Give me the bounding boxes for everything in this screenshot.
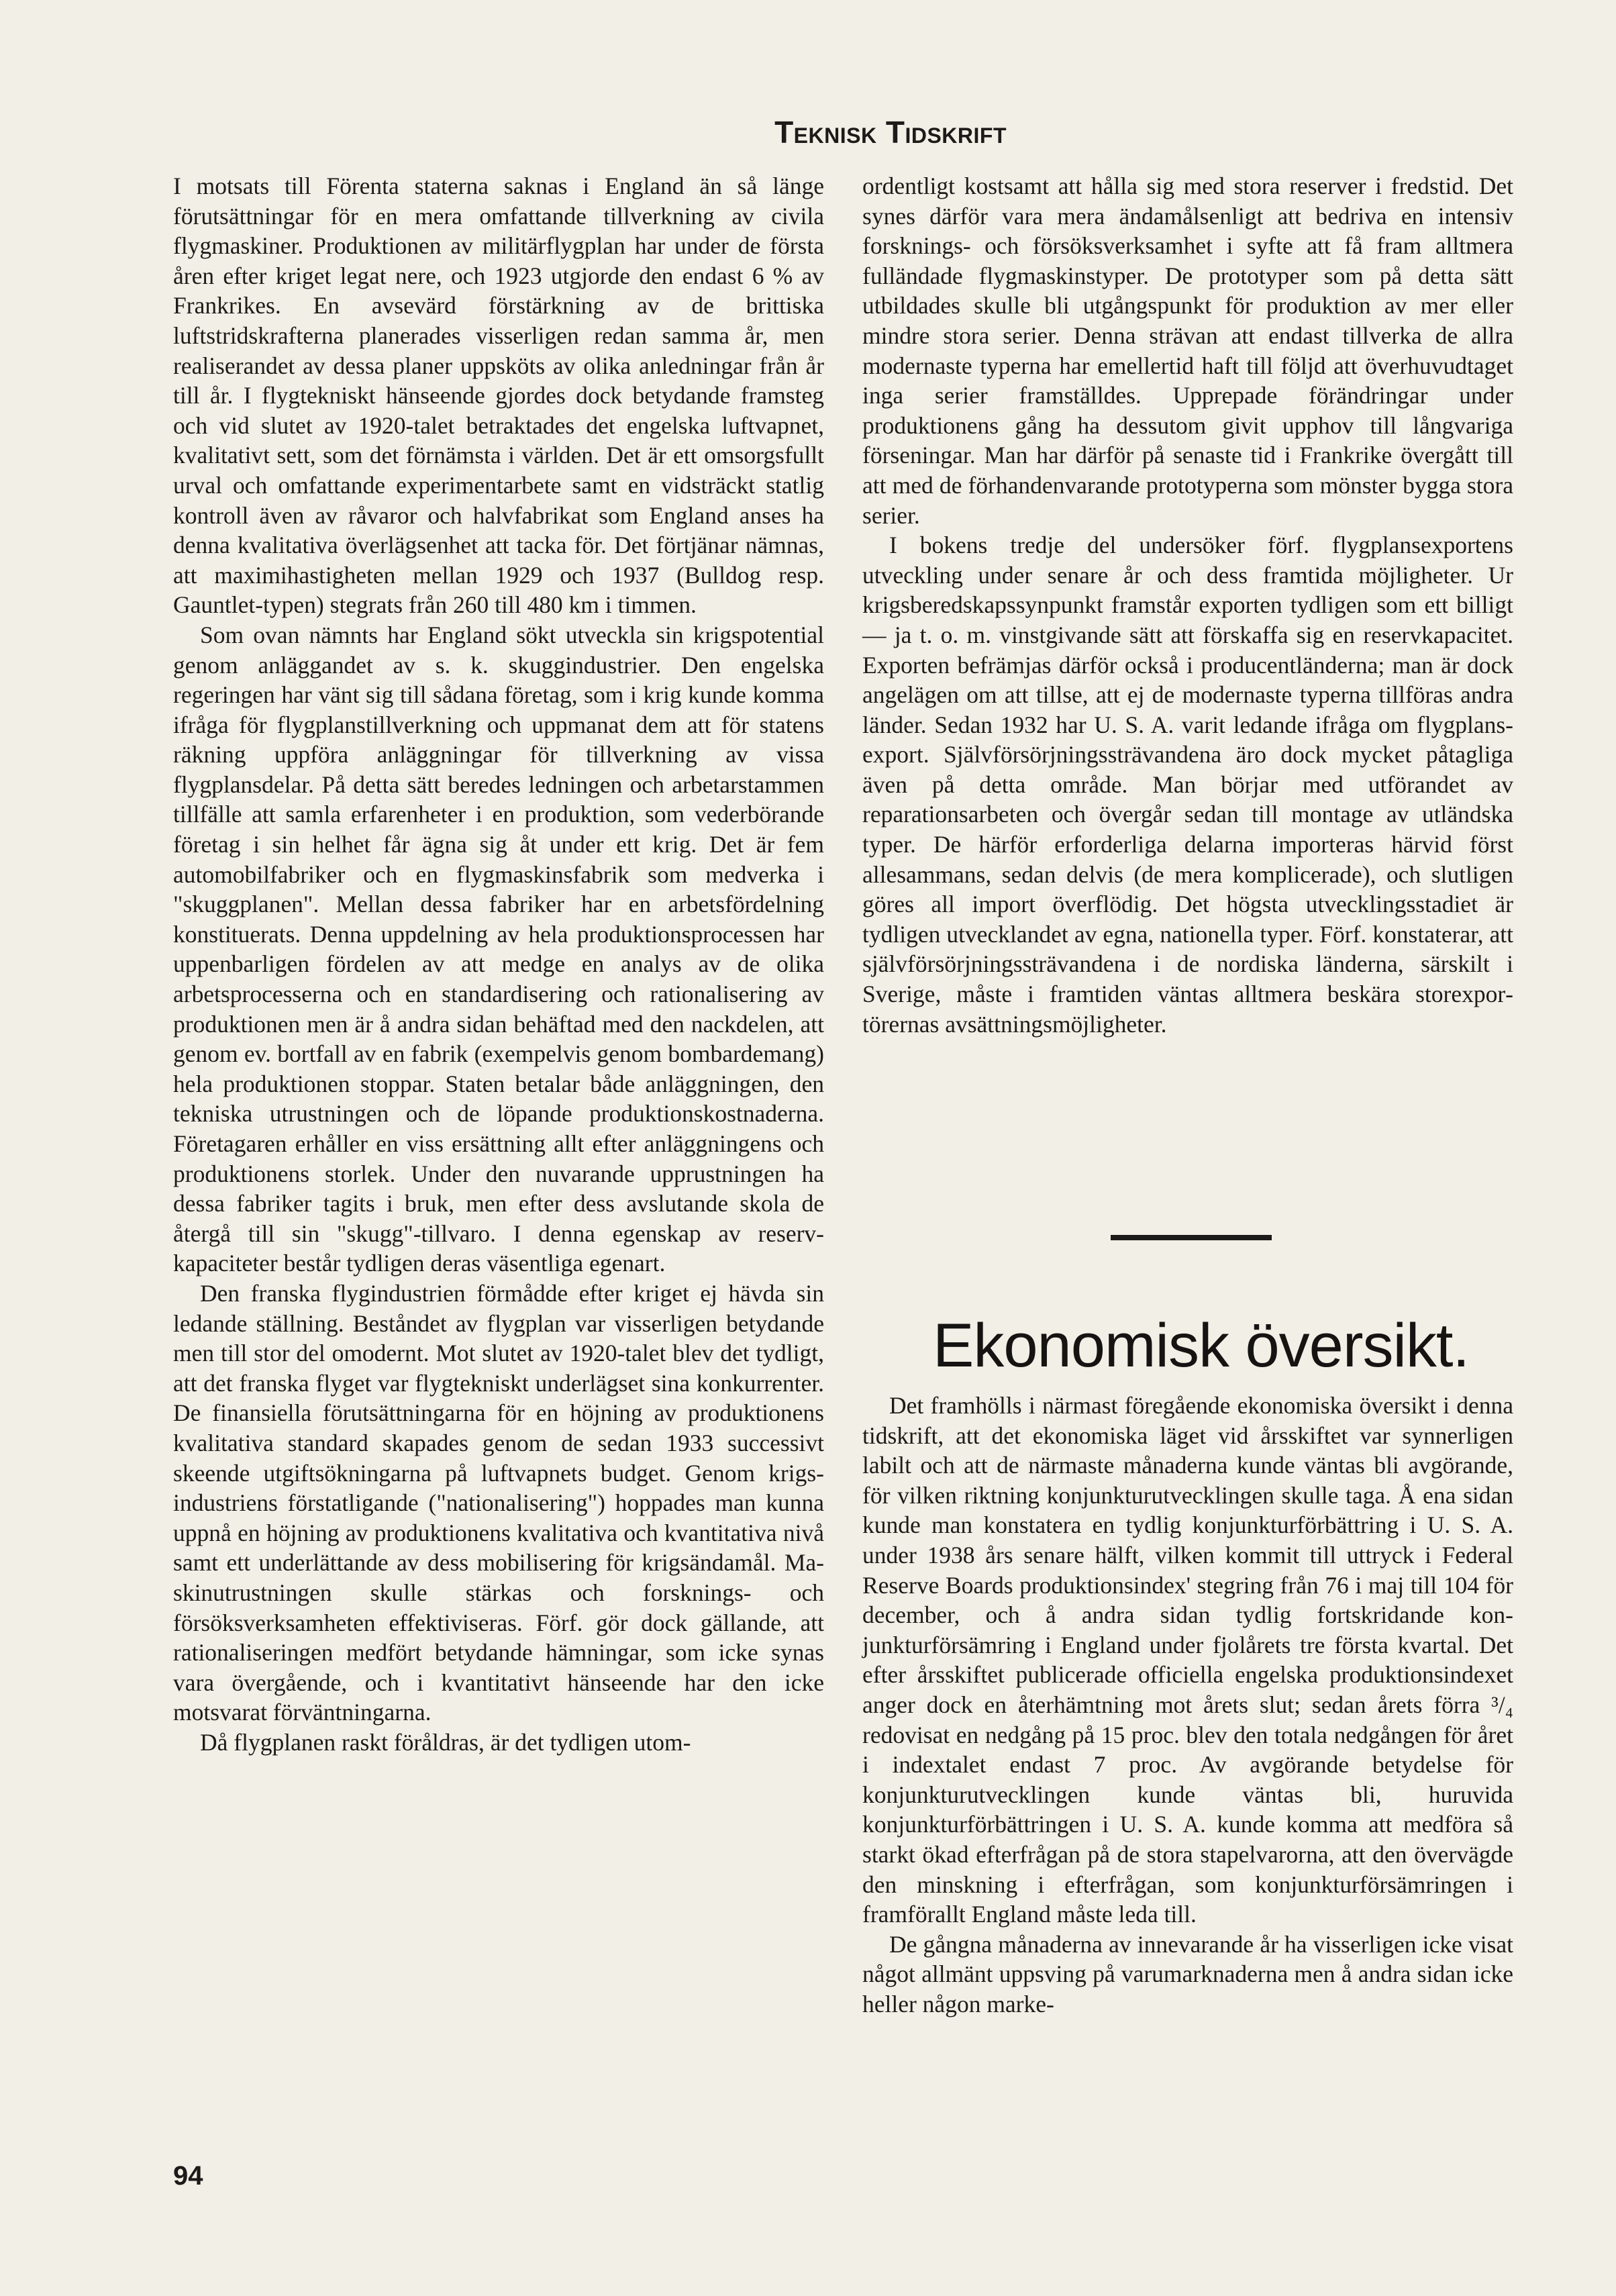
paragraph: I motsats till Förenta staterna saknas i England än så länge förutsättningar för en mera omfattande tillverkning av civila flygmaskiner. Produktionen av militärflygplan har under de första åren efter kriget legat nere, och 1923 utgjorde den endast 6 % av Frankrikes. En avsevärd förstärkning av de brittiska luftstridskrafterna planerades visserligen redan samma år, men realiserandet av dessa planer uppsköts av olika anledningar från år till år. I flygtekniskt hänseende gjordes dock betydande framsteg och vid slutet av 1920-talet betraktades det engelska luftvapnet, kvalitativt sett, som det förnämsta i världen. Det är ett omsorgsfullt urval och omfattande experimentarbete samt en vidsträckt statlig kontroll även av råvaror och halvfabrikat som England anses ha denna kvalitativa överlägsenhet att tacka för. Det förtjänar nämnas, att maximihastigheten mellan 1929 och 1937 (Bulldog resp. Gauntlet-typen) stegrats från 260 till 480 km i timmen. [173, 172, 824, 619]
right-column [862, 171, 1513, 1039]
paragraph: Det framhölls i närmast föregående ekonomiska översikt i denna tidskrift, att det ekonomiska läget vid årsskiftet var synnerligen labilt och att de närmaste månaderna kunde väntas bli avgörande, för vilken riktning konjunkturutvecklingen skulle taga. Å ena sidan kunde man konstatera en tydlig konjunkturförbättring i U. S. A. under 1938 års senare hälft, vilken kommit till uttryck i Federal Reserve Boards produktionsindex' stegring från 76 i maj till 104 för december, och å andra sidan tydlig fortskridande konjunkturförsämring i England under fjolårets tre första kvartal. Det efter årsskiftet publicerade officiella engelska produktionsindexet anger dock en återhämtning mot årets slut; sedan årets förra ³/₄ redovisat en nedgång på 15 proc. blev den totala nedgången för året i indextalet endast 7 proc. Av avgörande betydelse för konjunkturutvecklingen kunde väntas bli, huruvida konjunkturförbättringen i U. S. A. kunde komma att medföra så starkt ökad efterfrågan på de stora stapelvarorna, att den övervägde den minskning i efterfrågan, som konjunkturförsämringen i framförallt England måste leda till. [862, 1392, 1513, 1928]
paragraph: ordentligt kostsamt att hålla sig med stora reserver i fredstid. Det synes därför vara mera ändamålsenligt att bedriva en intensiv forsknings- och försöksverksamhet i syfte att få fram alltmera fulländade flygmaskinstyper. De prototyper som på detta sätt utbildades skulle bli utgångspunkt för produktion av mer eller mindre stora serier. Denna strävan att endast tillverka de allra modernaste typerna har emellertid haft till följd att överhuvudtaget inga serier framställdes. Upprepade förändringar under produktionens gång ha dessutom givit upphov till långvariga förseningar. Man har därför på senaste tid i Frankrike övergått till att med de förhandenvarande prototyperna som mönster bygga stora serier. [862, 172, 1513, 529]
page-number: 94 [173, 2161, 203, 2191]
paragraph: Då flygplanen raskt föråldras, är det tydligen utom- [200, 1728, 691, 1756]
paragraph: Som ovan nämnts har England sökt utveckla sin krigspotential genom anläggandet av s. k. skuggindustrier. Den engelska regeringen har vänt sig till sådana företag, som i krig kunde komma ifråga för flygplanstillverkning och uppmanat dem att för statens räkning uppföra anläggningar för tillverkning av vissa flygplansdelar. På detta sätt beredes ledningen och arbetarstammen tillfälle att samla erfarenheter i en produktion, som vederbörande företag i sin helhet får ägna sig åt under ett krig. Det är fem automobilfabriker och en flygmaskinsfabrik som medverka i "skuggplanen". Mellan dessa fabriker har en arbetsfördelning konstituerats. Denna uppdelning av hela produktionsprocessen har uppenbarligen fördelen av att medge en analys av de olika arbetsprocesserna och en standardisering och rationalisering av produktionen men är å andra sidan behäftad med den nackdelen, att genom ev. bortfall av en fabrik (exempelvis genom bombardemang) hela produktionen stoppar. Staten betalar både anläggningen, den tekniska utrustningen och de löpande produktionskostnaderna. Företagaren erhåller en viss ersättning allt efter anläggningens och produktionens storlek. Under den nuvarande upprustningen ha dessa fabriker tagits i bruk, men efter dess avslutande skola de återgå till sin "skugg"-tillvaro. I denna egenskap av reservkapaciteter består tydligen deras väsentliga egenart. [173, 621, 824, 1277]
section-divider [1111, 1235, 1272, 1240]
section-body [862, 1391, 1513, 2019]
paragraph: De gångna månaderna av innevarande år ha visserligen icke visat något allmänt uppsving på varumarknaderna men å andra sidan icke heller någon marke- [862, 1930, 1513, 2017]
paragraph: I bokens tredje del undersöker förf. flygplansexportens utveckling under senare år och dess framtida möjligheter. Ur krigsberedskapssynpunkt framstår exporten tydligen som ett billigt — ja t. o. m. vinstgivande sätt att förskaffa sig en reservkapacitet. Exporten befrämjas därför också i producentländerna; man är dock angelägen om att tillse, att ej de modernaste typerna tillföras andra länder. Sedan 1932 har U. S. A. varit ledande ifråga om flygplansexport. Självförsörjningssträvandena äro dock mycket påtagliga även på detta område. Man börjar med utförandet av reparationsarbeten och övergår sedan till montage av utländska typer. De härför erforderliga delarna importeras härvid först allesammans, sedan delvis (de mera komplicerade), och slutligen göres all import överflödig. Det högsta utvecklingsstadiet är tydligen utvecklandet av egna, nationella typer. Förf. konstaterar, att självförsörjningssträvandena i de nordiska länderna, särskilt i Sverige, måste i framtiden väntas alltmera beskära storexportörernas avsättningsmöjligheter. [862, 532, 1513, 1038]
section-title: Ekonomisk översikt. [933, 1311, 1470, 1380]
journal-header: Teknisk Tidskrift [774, 115, 1007, 150]
paragraph: Den franska flygindustrien förmådde efter kriget ej hävda sin ledande ställning. Beståndet av flygplan var visserligen betydande men till stor del omodernt. Mot slutet av 1920-talet blev det tydligt, att det franska flyget var flygtekniskt underlägset sina konkurrenter. De finansiella förutsättningarna för en höjning av produktionens kvalitativa standard skapades genom de sedan 1933 successivt skeende utgiftsökningarna på luftvapnets budget. Genom krigsindustriens förstatligande ("nationalisering") hoppades man kunna uppnå en höjning av produktionens kvalitativa och kvantitativa nivå samt ett underlättande av dess mobilisering för krigsändamål. Maskinutrustningen skulle stärkas och forsknings- och försöksverksamheten effektiviseras. Förf. gör dock gällande, att rationaliseringen medfört betydande hämningar, som icke synas vara övergående, och i kvantitativt hänseende har den icke motsvarat förväntningarna. [173, 1279, 824, 1726]
left-column [173, 171, 824, 1757]
